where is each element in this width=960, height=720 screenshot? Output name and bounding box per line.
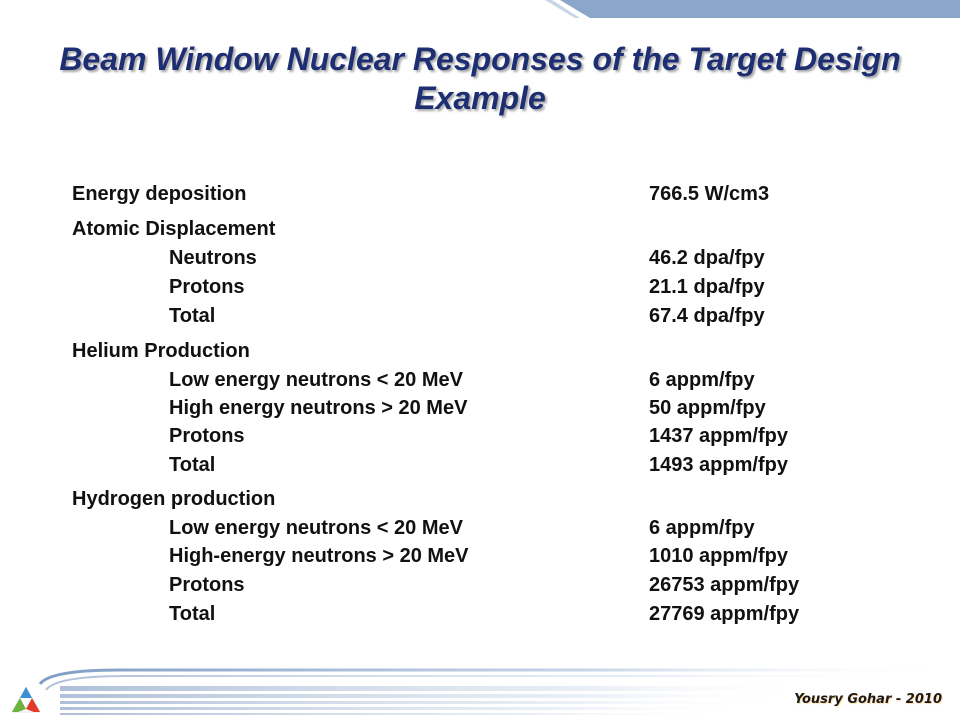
item-label: Low energy neutrons < 20 MeV [169, 517, 463, 539]
list-item [0, 395, 960, 421]
list-item [0, 423, 960, 449]
item-label: Protons [169, 574, 245, 596]
energy-row [0, 181, 960, 207]
energy-value: 766.5 W/cm3 [649, 183, 770, 205]
header-decor-bar [0, 0, 960, 18]
item-label: Neutrons [169, 247, 257, 269]
item-value: 27769 appm/fpy [649, 603, 800, 625]
item-label: Protons [169, 276, 245, 298]
item-value: 1010 appm/fpy [649, 545, 788, 567]
hydrogen-heading [0, 486, 960, 512]
argonne-logo-icon [10, 685, 42, 715]
item-label: Total [169, 603, 216, 625]
list-item [0, 543, 960, 569]
list-item [0, 367, 960, 393]
author-footer: Yousry Gohar - 2010 [794, 692, 942, 707]
item-label: Low energy neutrons < 20 MeV [169, 369, 463, 391]
helium-label: Helium Production [72, 340, 250, 362]
item-label: High-energy neutrons > 20 MeV [169, 545, 469, 567]
helium-heading [0, 338, 960, 364]
displacement-heading [0, 216, 960, 242]
item-label: Protons [169, 425, 245, 447]
item-value: 46.2 dpa/fpy [649, 247, 765, 269]
item-value: 6 appm/fpy [649, 369, 755, 391]
hydrogen-label: Hydrogen production [72, 488, 276, 510]
list-item [0, 274, 960, 300]
list-item [0, 572, 960, 598]
list-item [0, 245, 960, 271]
item-value: 1437 appm/fpy [649, 425, 788, 447]
item-value: 26753 appm/fpy [649, 574, 800, 596]
displacement-label: Atomic Displacement [72, 218, 276, 240]
list-item [0, 452, 960, 478]
item-value: 50 appm/fpy [649, 397, 766, 419]
item-value: 6 appm/fpy [649, 517, 755, 539]
item-value: 21.1 dpa/fpy [649, 276, 765, 298]
item-label: High energy neutrons > 20 MeV [169, 397, 468, 419]
energy-label: Energy deposition [72, 183, 247, 205]
list-item [0, 601, 960, 627]
footer-decor-lines [0, 660, 960, 720]
item-value: 1493 appm/fpy [649, 454, 788, 476]
list-item [0, 303, 960, 329]
item-value: 67.4 dpa/fpy [649, 305, 765, 327]
item-label: Total [169, 454, 216, 476]
item-label: Total [169, 305, 216, 327]
list-item [0, 515, 960, 541]
slide-title: Beam Window Nuclear Responses of the Target Design Example [59, 41, 901, 116]
